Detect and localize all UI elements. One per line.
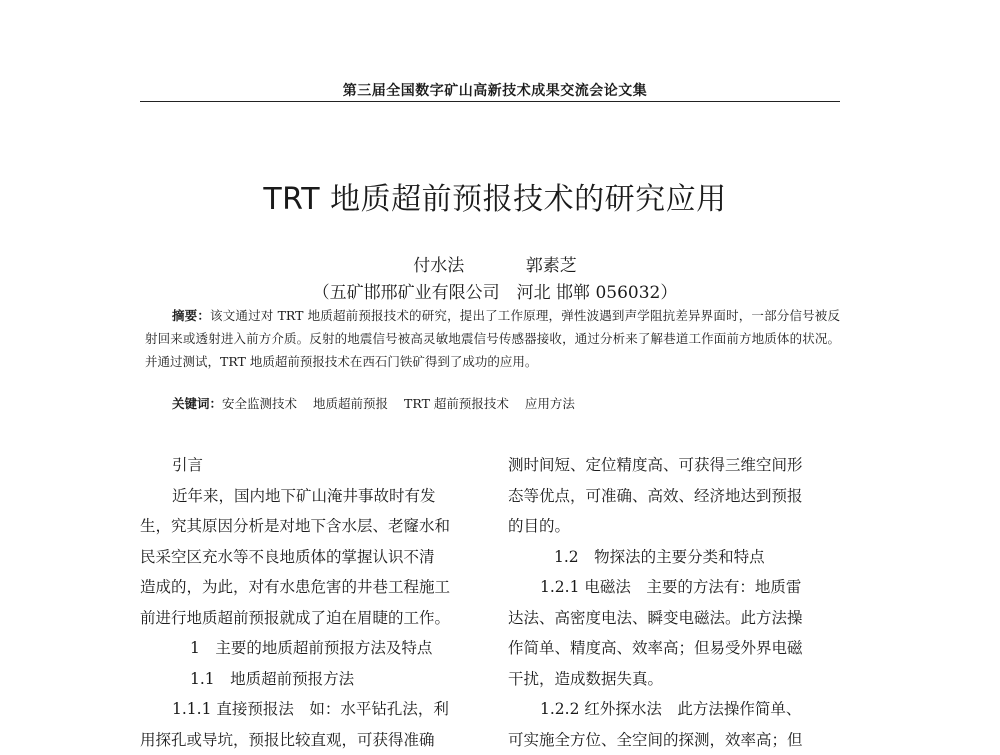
- body-line: 近年来，国内地下矿山淹井事故时有发: [140, 481, 470, 512]
- author-2: 郭素芝: [526, 256, 577, 276]
- keyword-3: TRT 超前预报技术: [404, 396, 509, 411]
- section-heading-1-1: 1.1 地质超前预报方法: [140, 664, 470, 695]
- keyword-2: 地质超前预报: [313, 396, 388, 411]
- section-heading-1-2: 1.2 物探法的主要分类和特点: [508, 542, 838, 573]
- body-line: 造成的，为此，对有水患危害的井巷工程施工: [140, 572, 470, 603]
- body-line: 作简单、精度高、效率高；但易受外界电磁: [508, 633, 838, 664]
- abstract: [145, 304, 840, 373]
- body-line: 达法、高密度电法、瞬变电磁法。此方法操: [508, 603, 838, 634]
- paper-title: TRT 地质超前预报技术的研究应用: [150, 174, 840, 218]
- body-line: 的目的。: [508, 511, 838, 542]
- body-line: 1.2.2 红外探水法 此方法操作简单、: [508, 694, 838, 725]
- right-column: [508, 450, 838, 755]
- body-line: 1.1.1 直接预报法 如：水平钻孔法，利: [140, 694, 470, 725]
- body-line: 生，究其原因分析是对地下含水层、老窿水和: [140, 511, 470, 542]
- keyword-1: 安全监测技术: [222, 396, 297, 411]
- left-column: [140, 450, 470, 755]
- body-line: 干扰，造成数据失真。: [508, 664, 838, 695]
- running-header: 第三届全国数字矿山高新技术成果交流会论文集: [150, 80, 840, 100]
- author-1: 付水法: [413, 256, 464, 276]
- authors: [150, 251, 840, 276]
- affiliation: （五矿邯邢矿业有限公司 河北 邯郸 056032）: [150, 278, 840, 303]
- abstract-label: 摘要：: [172, 308, 210, 323]
- keyword-4: 应用方法: [525, 396, 575, 411]
- abstract-text: 该文通过对 TRT 地质超前预报技术的研究，提出了工作原理，弹性波遇到声学阻抗差异界面时，一部分信号被反射回来或透射进入前方介质。反射的地震信号被高灵敏地震信号传感器接收，通过分析来了解巷道工作面前方地质体的状况。并通过测试，TRT 地质超前预报技术在西石门铁矿得到了成功的应用。: [145, 308, 840, 369]
- body-line: 态等优点，可准确、高效、经济地达到预报: [508, 481, 838, 512]
- body-line: 可实施全方位、全空间的探测，效率高；但: [508, 725, 838, 755]
- body-line: 前进行地质超前预报就成了迫在眉睫的工作。: [140, 603, 470, 634]
- body-line: 用探孔或导坑，预报比较直观，可获得准确: [140, 725, 470, 755]
- section-heading-1: 1 主要的地质超前预报方法及特点: [140, 633, 470, 664]
- keywords-label: 关键词：: [172, 396, 222, 411]
- body-line: 测时间短、定位精度高、可获得三维空间形: [508, 450, 838, 481]
- body-line: 1.2.1 电磁法 主要的方法有：地质雷: [508, 572, 838, 603]
- section-heading-intro: 引言: [140, 450, 470, 481]
- body-line: 民采空区充水等不良地质体的掌握认识不清: [140, 542, 470, 573]
- header-rule: [140, 101, 840, 102]
- keywords: [172, 394, 591, 412]
